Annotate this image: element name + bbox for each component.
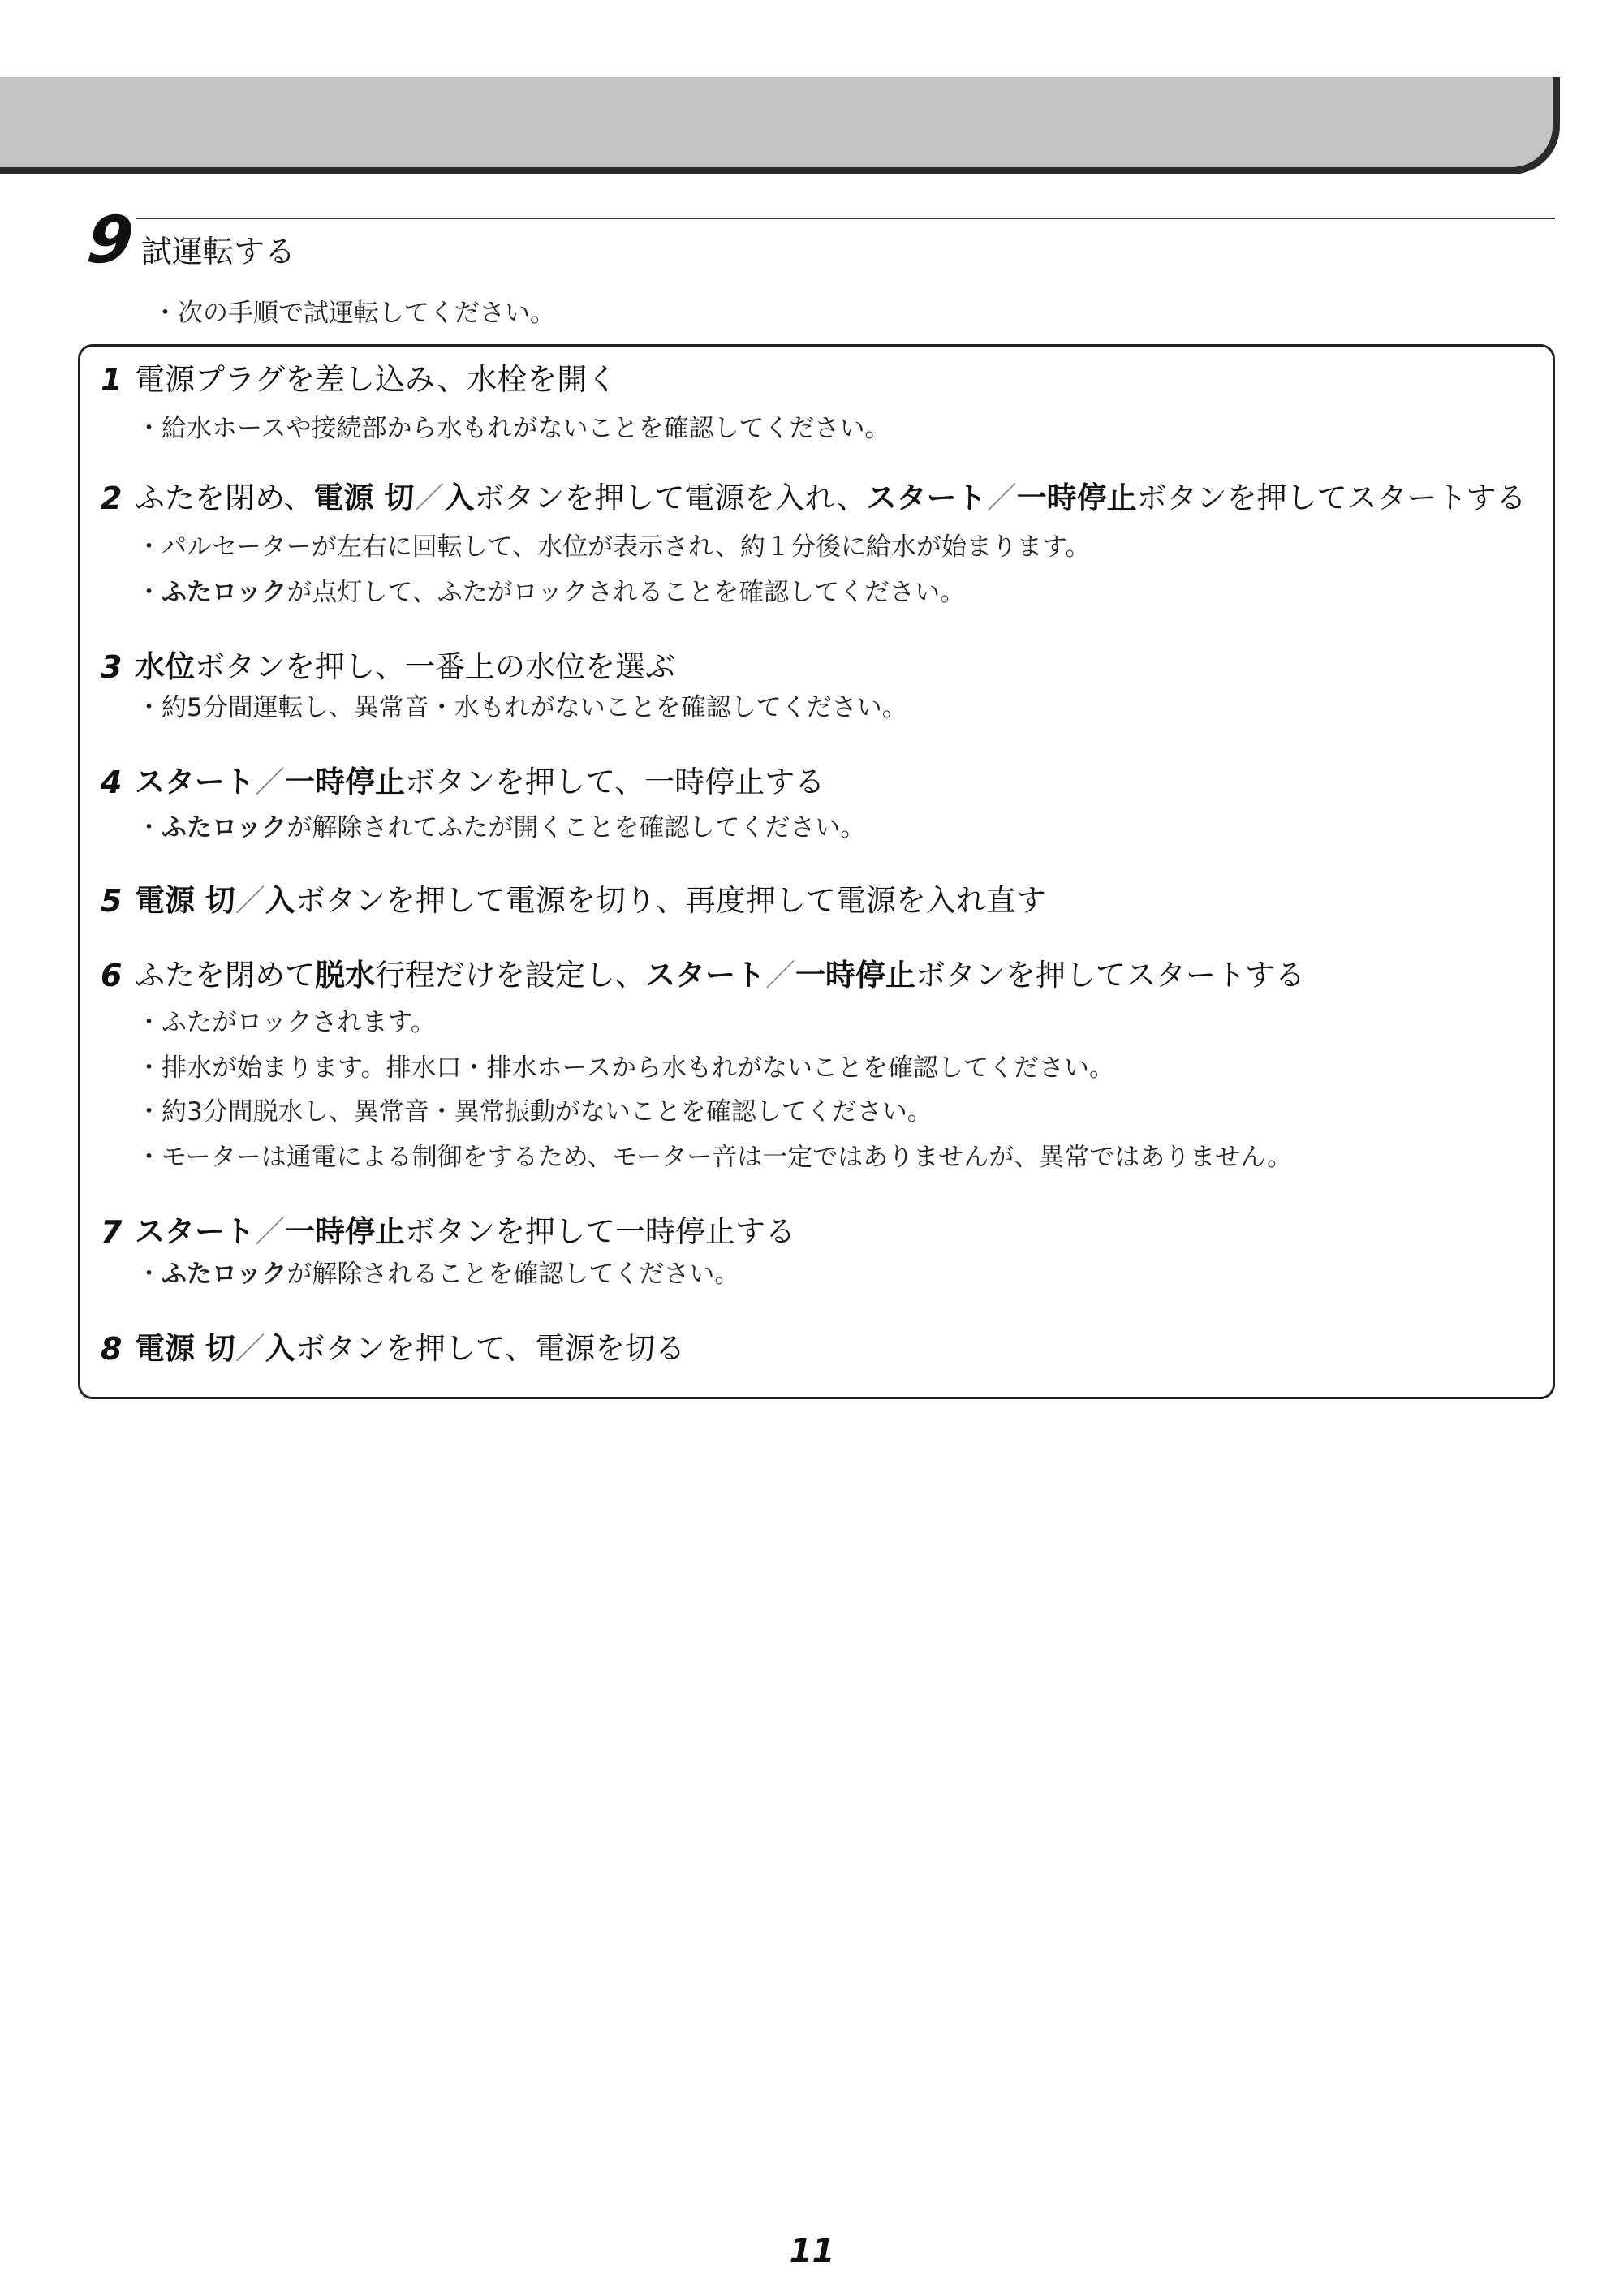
step-bullet: [136, 1141, 1292, 1174]
step-title: [135, 480, 1527, 516]
slash-separator: ／: [765, 958, 795, 993]
slash-separator: ／: [986, 480, 1017, 515]
text-segment: ・排水が始まります。排水口・排水ホースから水もれがないことを確認してください。: [136, 1053, 1114, 1083]
step-bullet: [136, 1258, 739, 1290]
bold-label: 電源 切: [135, 883, 235, 918]
bold-label: 電源 切: [135, 1331, 235, 1366]
page-number: 11: [789, 2233, 835, 2270]
step-bullet: [136, 1052, 1114, 1084]
step-number: 1: [101, 362, 123, 398]
section-divider: [136, 218, 1555, 219]
text-segment: ふたを閉めて: [135, 958, 315, 993]
bold-label: ふたロック: [162, 813, 287, 842]
step-title: [135, 649, 675, 685]
bold-label: 入: [265, 1331, 295, 1366]
step-number: 2: [101, 480, 123, 516]
bold-label: スタート: [866, 480, 987, 515]
step-title: [135, 1331, 685, 1367]
section-title: 試運転する: [141, 234, 296, 269]
bold-label: 入: [265, 883, 295, 918]
step-number: 5: [101, 883, 123, 919]
bold-label: 電源 切: [313, 480, 415, 515]
text-segment: ボタンを押して電源を切り、再度押して電源を入れ直す: [295, 883, 1046, 918]
text-segment: ボタンを押してスタートする: [1136, 480, 1527, 515]
section-intro: ・次の手順で試運転してください。: [153, 299, 555, 328]
step-number: 6: [101, 958, 123, 993]
text-segment: ・ふたがロックされます。: [136, 1008, 436, 1037]
step-number: 3: [101, 649, 123, 685]
bold-label: スタート: [135, 1214, 255, 1249]
text-segment: ボタンを押して、一時停止する: [405, 765, 825, 799]
text-segment: ・約5分間運転し、異常音・水もれがないことを確認してください。: [136, 693, 907, 722]
bold-label: スタート: [135, 765, 255, 799]
slash-separator: ／: [414, 480, 445, 515]
text-segment: が解除されてふたが開くことを確認してください。: [286, 813, 866, 842]
step-title: [135, 883, 1046, 919]
slash-separator: ／: [235, 1331, 265, 1366]
step-number: 8: [101, 1331, 123, 1367]
step-title: [135, 765, 825, 800]
bold-label: 入: [444, 480, 475, 515]
bold-label: 一時停止: [1016, 480, 1137, 515]
text-segment: ボタンを押して、電源を切る: [295, 1331, 686, 1366]
header-band: [0, 77, 1560, 174]
slash-separator: ／: [255, 765, 285, 799]
text-segment: 行程だけを設定し、: [375, 958, 645, 993]
bold-label: ふたロック: [162, 1260, 287, 1289]
text-segment: が解除されることを確認してください。: [286, 1260, 740, 1289]
bold-label: 一時停止: [285, 1214, 405, 1249]
bold-label: 水位: [135, 649, 195, 684]
step-title: [135, 958, 1305, 993]
text-segment: ・: [136, 813, 162, 842]
bold-label: 一時停止: [795, 958, 915, 993]
bold-label: スタート: [645, 958, 765, 993]
section-number: 9: [84, 202, 137, 278]
text-segment: ・給水ホースや接続部から水もれがないことを確認してください。: [136, 414, 890, 443]
text-segment: ボタンを押して電源を入れ、: [474, 480, 867, 515]
step-number: 7: [101, 1214, 123, 1250]
step-bullet: [136, 576, 965, 609]
text-segment: ・パルセーターが左右に回転して、水位が表示され、約１分後に給水が始まります。: [136, 532, 1091, 562]
step-bullet: [136, 531, 1091, 563]
text-segment: が点灯して、ふたがロックされることを確認してください。: [286, 578, 966, 607]
step-bullet: [136, 1096, 933, 1128]
slash-separator: ／: [255, 1214, 285, 1249]
text-segment: 電源プラグを差し込み、水栓を開く: [135, 362, 618, 397]
text-segment: ボタンを押してスタートする: [915, 958, 1305, 993]
step-bullet: [136, 1006, 436, 1039]
bold-label: 脱水: [315, 958, 375, 993]
step-bullet: [136, 412, 890, 445]
text-segment: ボタンを押し、一番上の水位を選ぶ: [195, 649, 675, 684]
text-segment: ・約3分間脱水し、異常音・異常振動がないことを確認してください。: [136, 1097, 933, 1126]
bold-label: ふたロック: [162, 578, 287, 607]
bold-label: 一時停止: [285, 765, 405, 799]
step-bullet: [136, 691, 907, 724]
step-title: [135, 362, 617, 398]
text-segment: ふたを閉め、: [135, 480, 314, 515]
text-segment: ・: [136, 578, 162, 607]
text-segment: ・: [136, 1260, 162, 1289]
step-title: [135, 1214, 795, 1250]
step-number: 4: [101, 765, 123, 800]
text-segment: ボタンを押して一時停止する: [405, 1214, 795, 1249]
slash-separator: ／: [235, 883, 265, 918]
step-bullet: [136, 812, 865, 844]
text-segment: ・モーターは通電による制御をするため、モーター音は一定ではありませんが、異常ではありません。: [136, 1143, 1293, 1172]
